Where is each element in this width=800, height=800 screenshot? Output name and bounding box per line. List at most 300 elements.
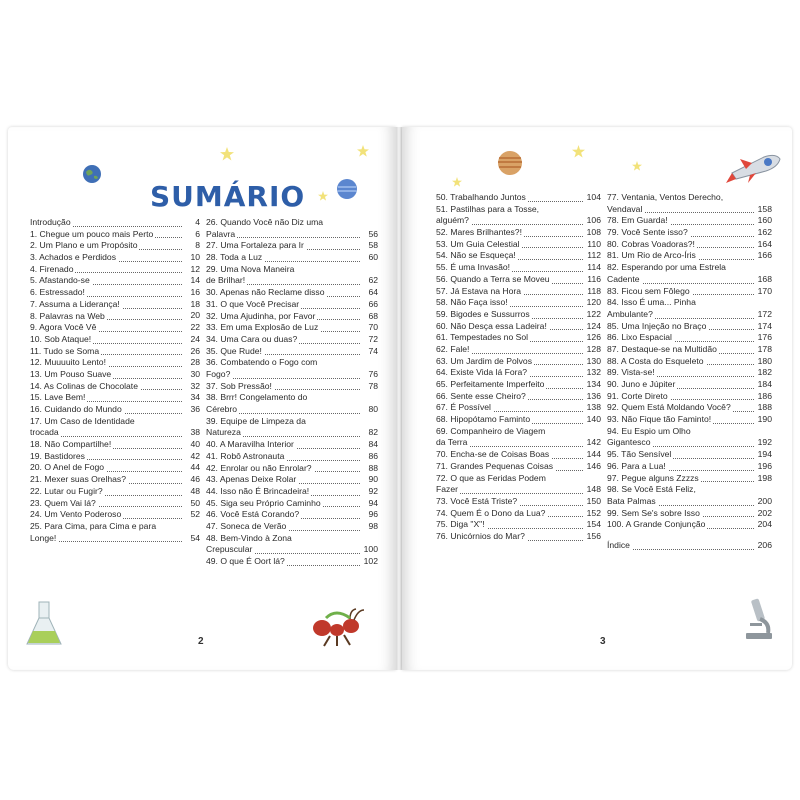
toc-entry	[436, 250, 601, 262]
toc-entry-title: 100. A Grande Conjunção	[607, 519, 706, 530]
toc-entry	[436, 262, 601, 274]
toc-page-number: 60	[368, 252, 378, 263]
toc-entry	[206, 392, 378, 415]
toc-entry-title: 1. Chegue um pouco mais Perto	[30, 228, 154, 239]
toc-page-number: 26	[190, 345, 200, 356]
toc-entry-title: 19. Bastidores	[30, 450, 85, 461]
toc-entry-title: 38. Brrr! Congelamento do	[206, 392, 308, 403]
toc-page-number: 78	[368, 380, 378, 391]
toc-page-number: 116	[587, 273, 601, 284]
toc-entry	[607, 391, 772, 403]
toc-entry-title: 4. Firenado	[30, 263, 74, 274]
toc-page-number: 192	[757, 437, 772, 448]
toc-entry-title: 69. Companheiro de Viagem	[436, 425, 546, 436]
toc-page-number: 18	[190, 298, 200, 309]
toc-page-number: 54	[190, 532, 200, 543]
toc-entry-title: 77. Ventania, Ventos Derecho,	[607, 192, 724, 202]
toc-page-number: 22	[190, 322, 200, 333]
toc-page-number: 76	[368, 368, 378, 379]
toc-entry-title: 36. Combatendo o Fogo com	[206, 357, 318, 368]
toc-page-number: 114	[587, 262, 601, 273]
toc-page-number: 148	[586, 484, 601, 495]
toc-entry-title: 3. Achados e Perdidos	[30, 252, 116, 263]
star-icon	[357, 145, 369, 157]
toc-entry-title: 26. Quando Você não Diz uma	[206, 217, 324, 227]
toc-entry	[206, 322, 378, 334]
toc-entry-title: 91. Corte Direto	[607, 390, 668, 401]
left-page	[8, 127, 396, 670]
toc-entry	[607, 379, 772, 391]
toc-page-number: 184	[757, 379, 772, 390]
toc-page-number: 92	[368, 485, 378, 496]
toc-entry-title: 34. Uma Cara ou duas?	[206, 333, 298, 344]
toc-entry-title-line2: Longe!	[30, 532, 57, 543]
toc-entry	[206, 334, 378, 346]
toc-entry-title: 96. Para a Lua!	[607, 460, 666, 471]
toc-entry	[436, 332, 601, 344]
star-icon	[220, 147, 234, 161]
toc-entry	[30, 252, 200, 264]
toc-entry-title: 87. Destaque-se na Multidão	[607, 343, 717, 354]
toc-entry	[30, 369, 200, 381]
toc-page-number: 200	[757, 495, 772, 506]
toc-entry-title: 74. Quem É o Dono da Lua?	[436, 507, 546, 518]
toc-page-number: 180	[757, 355, 772, 366]
toc-page-number: 120	[586, 297, 601, 308]
toc-page-number: 94	[368, 497, 378, 508]
toc-entry-title: Introdução	[30, 217, 71, 227]
toc-entry-title: 52. Mares Brilhantes?!	[436, 227, 522, 238]
toc-entry	[607, 508, 772, 520]
toc-entry	[436, 297, 601, 309]
toc-entry	[436, 508, 601, 520]
toc-entry-title: 15. Lave Bem!	[30, 392, 86, 403]
toc-entry-title: 24. Um Vento Poderoso	[30, 509, 122, 520]
toc-page-number: 198	[757, 472, 772, 483]
toc-column-4	[607, 192, 772, 552]
toc-entry-title: 12. Muuuuito Lento!	[30, 357, 106, 368]
toc-entry	[607, 332, 772, 344]
toc-entry-title-line2: Cadente	[607, 273, 640, 284]
toc-entry	[607, 540, 772, 552]
toc-entry-title: 58. Não Faça isso!	[436, 297, 508, 308]
toc-entry	[607, 473, 772, 485]
toc-entry	[30, 521, 200, 544]
toc-entry-title: 62. Fale!	[436, 343, 470, 354]
toc-page-number: 48	[190, 485, 200, 496]
toc-entry	[30, 322, 200, 334]
toc-entry	[436, 321, 601, 333]
toc-entry-title: 8. Palavras na Web	[30, 310, 105, 321]
toc-entry-title: 67. É Possível	[436, 402, 491, 413]
toc-entry	[607, 449, 772, 461]
toc-page-number: 126	[586, 332, 601, 343]
toc-entry	[206, 439, 378, 451]
toc-page-number: 194	[757, 449, 772, 460]
toc-entry-title: 16. Cuidando do Mundo	[30, 404, 122, 414]
toc-page-number: 158	[757, 203, 772, 214]
toc-entry-title: 21. Mexer suas Orelhas?	[30, 474, 127, 485]
toc-entry-title: 59. Bigodes e Sussurros	[436, 308, 530, 319]
toc-page-number: 86	[368, 450, 378, 461]
toc-entry-title: 73. Você Está Triste?	[436, 495, 518, 506]
toc-page-number: 30	[190, 368, 200, 379]
toc-entry-title: 78. Em Guarda!	[607, 215, 668, 226]
toc-entry-title-line2: Vendaval	[607, 203, 643, 214]
toc-entry-title-line2: Fazer	[436, 484, 458, 495]
toc-page-number: 46	[190, 474, 200, 485]
toc-entry	[436, 496, 601, 508]
toc-entry	[30, 392, 200, 404]
toc-page-number: 6	[195, 228, 200, 239]
toc-entry-title: 83. Ficou sem Fôlego	[607, 285, 690, 296]
toc-page-number: 160	[757, 215, 772, 226]
toc-page-number: 178	[757, 343, 772, 354]
toc-entry-title: 14. As Colinas de Chocolate	[30, 380, 138, 391]
toc-entry-title: 84. Isso É uma... Pinha	[607, 297, 696, 308]
toc-page-number: 174	[757, 320, 772, 331]
page-number: 2	[198, 636, 204, 647]
toc-entry-title: 90. Juno e Júpiter	[607, 379, 676, 390]
toc-entry	[30, 474, 200, 486]
toc-column-1	[30, 217, 200, 544]
toc-entry	[30, 439, 200, 451]
toc-entry-title: 88. A Costa do Esqueleto	[607, 355, 704, 366]
toc-page-number: 156	[586, 530, 601, 541]
toc-page-number: 188	[757, 402, 772, 413]
toc-entry-title: 86. Lixo Espacial	[607, 332, 672, 343]
toc-entry-title: 28. Toda a Luz	[206, 252, 263, 263]
toc-entry-title: 43. Apenas Deixe Rolar	[206, 474, 297, 485]
toc-entry	[30, 240, 200, 252]
toc-entry-title: 44. Isso não É Brincadeira!	[206, 485, 310, 496]
toc-entry-title: 39. Equipe de Limpeza da	[206, 415, 306, 426]
toc-entry-title-line2: Gigantesco	[607, 437, 651, 448]
toc-entry-title: 89. Vista-se!	[607, 367, 655, 378]
planet-icon	[335, 177, 359, 201]
toc-entry-title-line2: Crepuscular	[206, 544, 253, 555]
toc-entry-title: 22. Lutar ou Fugir?	[30, 485, 103, 496]
toc-page-number: 110	[587, 238, 601, 249]
toc-entry-title: 6. Estressado!	[30, 287, 85, 298]
toc-entry	[30, 229, 200, 241]
toc-page-number: 80	[368, 404, 378, 415]
toc-entry-title: 35. Que Rude!	[206, 345, 262, 356]
toc-entry	[607, 321, 772, 333]
toc-entry-title: 13. Um Pouso Suave	[30, 368, 112, 379]
toc-page-number: 136	[586, 390, 601, 401]
toc-entry-title: 29. Uma Nova Maneira	[206, 263, 295, 274]
toc-page-number: 74	[368, 345, 378, 356]
toc-entry	[206, 451, 378, 463]
toc-entry	[607, 356, 772, 368]
toc-entry-title: 54. Não se Esqueça!	[436, 250, 516, 261]
toc-entry-title: 93. Não Fique tão Faminto!	[607, 414, 712, 425]
toc-entry-title: 99. Sem Se's sobre Isso	[607, 507, 700, 518]
toc-page-number: 202	[757, 507, 772, 518]
toc-entry-title: 97. Pegue alguns Zzzzs	[607, 472, 699, 483]
toc-page-number: 32	[190, 380, 200, 391]
toc-page-number: 140	[586, 414, 601, 425]
toc-entry-title-line2: Fogo?	[206, 368, 231, 379]
toc-page-number: 36	[190, 403, 200, 414]
toc-entry-title: 7. Assuma a Liderança!	[30, 298, 120, 309]
right-page	[402, 127, 792, 670]
star-icon	[632, 161, 642, 171]
toc-entry-title: 55. É uma Invasão!	[436, 262, 511, 273]
toc-entry-title: 45. Siga seu Próprio Caminho	[206, 497, 321, 508]
toc-entry	[436, 356, 601, 368]
toc-entry	[206, 556, 378, 568]
toc-entry-title: 80. Cobras Voadoras?!	[607, 238, 695, 249]
toc-page-number: 68	[368, 310, 378, 321]
toc-page-number: 162	[757, 227, 772, 238]
toc-page-number: 56	[368, 228, 378, 239]
toc-entry	[206, 474, 378, 486]
toc-entry	[30, 509, 200, 521]
toc-page-number: 84	[368, 439, 378, 450]
toc-page-number: 122	[586, 308, 601, 319]
jupiter-icon	[496, 149, 524, 177]
toc-entry-title: 20. O Anel de Fogo	[30, 462, 105, 473]
toc-page-number: 154	[586, 519, 601, 530]
toc-page-number: 118	[587, 285, 601, 296]
toc-page-number: 44	[190, 462, 200, 473]
toc-entry	[607, 344, 772, 356]
toc-entry-title: 37. Sob Pressão!	[206, 380, 272, 391]
toc-page-number: 170	[757, 285, 772, 296]
toc-entry-title: 61. Tempestades no Sol	[436, 332, 529, 343]
toc-page-number: 142	[586, 437, 601, 448]
toc-entry	[436, 309, 601, 321]
toc-page-number: 108	[586, 227, 601, 238]
toc-entry	[436, 286, 601, 298]
toc-entry-title: 41. Robô Astronauta	[206, 450, 285, 461]
toc-page-number: 38	[190, 427, 200, 438]
toc-entry	[436, 449, 601, 461]
toc-entry-title: 81. Um Rio de Arco-Íris	[607, 250, 696, 261]
toc-page-number: 58	[368, 240, 378, 251]
toc-entry	[607, 484, 772, 507]
toc-entry-title: 25. Para Cima, para Cima e para	[30, 520, 157, 531]
toc-entry-title-line2: trocada	[30, 427, 59, 438]
toc-entry-title: 17. Um Caso de Identidade	[30, 415, 135, 426]
toc-page-number: 16	[190, 287, 200, 298]
toc-entry	[206, 299, 378, 311]
toc-entry	[30, 381, 200, 393]
toc-entry-title-line2: Palavra	[206, 228, 236, 239]
toc-entry	[436, 367, 601, 379]
toc-page-number: 132	[586, 367, 601, 378]
toc-entry-title: 50. Trabalhando Juntos	[436, 192, 526, 202]
ant-icon	[308, 608, 366, 648]
toc-page-number: 72	[368, 333, 378, 344]
toc-page-number: 66	[368, 298, 378, 309]
toc-entry-title: 64. Existe Vida lá Fora?	[436, 367, 528, 378]
toc-entry	[436, 414, 601, 426]
toc-entry-title: 85. Uma Injeção no Braço	[607, 320, 707, 331]
toc-entry	[607, 250, 772, 262]
toc-entry-title-line2: Bata Palmas	[607, 495, 656, 506]
book-spread	[8, 127, 792, 670]
toc-entry	[206, 463, 378, 475]
flask-icon	[24, 600, 64, 648]
toc-entry	[607, 461, 772, 473]
toc-entry-title: 65. Perfeitamente Imperfeito	[436, 379, 545, 390]
toc-entry	[436, 274, 601, 286]
toc-entry-title: 5. Afastando-se	[30, 275, 90, 286]
toc-entry	[30, 287, 200, 299]
toc-entry	[30, 486, 200, 498]
toc-page-number: 204	[757, 519, 772, 530]
toc-entry	[436, 227, 601, 239]
toc-entry-title: 75. Diga "X"!	[436, 519, 485, 530]
toc-entry	[607, 192, 772, 215]
toc-entry	[436, 239, 601, 251]
toc-page-number: 138	[586, 402, 601, 413]
toc-entry	[607, 215, 772, 227]
toc-entry-title: 76. Unicórnios do Mar?	[436, 530, 525, 541]
toc-entry-title: 63. Um Jardim de Polvos	[436, 355, 532, 366]
toc-entry-title: 71. Grandes Pequenas Coisas	[436, 460, 554, 471]
toc-page-number: 88	[368, 462, 378, 473]
toc-entry	[206, 521, 378, 533]
toc-entry	[30, 217, 200, 229]
toc-entry	[607, 227, 772, 239]
toc-page-number: 106	[586, 215, 601, 226]
toc-entry	[30, 311, 200, 323]
toc-entry	[206, 240, 378, 252]
toc-entry	[607, 367, 772, 379]
toc-entry	[436, 426, 601, 449]
toc-entry	[30, 346, 200, 358]
toc-entry	[436, 519, 601, 531]
toc-entry	[436, 531, 601, 543]
toc-page-number: 176	[757, 332, 772, 343]
toc-entry	[607, 414, 772, 426]
toc-page-number: 100	[363, 544, 378, 555]
toc-entry	[436, 379, 601, 391]
toc-entry	[436, 204, 601, 227]
toc-page-number: 82	[368, 427, 378, 438]
toc-entry-title: 68. Hipopótamo Faminto	[436, 414, 531, 425]
toc-entry-title-line2: de Brilhar!	[206, 275, 246, 286]
toc-entry	[607, 297, 772, 320]
toc-page-number: 134	[586, 379, 601, 389]
toc-page-number: 206	[757, 540, 772, 550]
toc-entry	[206, 252, 378, 264]
toc-page-number: 146	[586, 460, 601, 471]
star-icon	[452, 177, 462, 187]
toc-page-number: 186	[757, 390, 772, 401]
toc-entry-title: 56. Quando a Terra se Moveu	[436, 273, 550, 284]
toc-page-number: 96	[368, 509, 378, 520]
toc-page-number: 144	[586, 449, 601, 460]
toc-entry-title: 82. Esperando por uma Estrela	[607, 262, 726, 273]
toc-page-number: 24	[190, 333, 200, 344]
toc-page-number: 182	[757, 367, 772, 378]
toc-entry-title: 79. Você Sente isso?	[607, 227, 688, 238]
toc-entry	[607, 519, 772, 531]
toc-entry	[436, 344, 601, 356]
toc-entry	[30, 334, 200, 346]
star-icon	[572, 145, 585, 158]
toc-entry	[30, 451, 200, 463]
toc-entry-title: 31. O que Você Precisar	[206, 298, 300, 309]
toc-entry	[607, 262, 772, 285]
toc-entry-title: 32. Uma Ajudinha, por Favor	[206, 310, 316, 321]
toc-page-number: 28	[190, 357, 200, 368]
toc-entry-title: 53. Um Guia Celestial	[436, 238, 520, 249]
toc-page-number: 70	[368, 322, 378, 333]
toc-entry-title: 48. Bem-Vindo à Zona	[206, 532, 292, 543]
earth-icon	[81, 163, 103, 185]
toc-page-number: 128	[586, 343, 601, 354]
toc-entry-title: 66. Sente esse Cheiro?	[436, 390, 526, 401]
toc-page-number: 190	[757, 414, 772, 425]
microscope-icon	[740, 597, 776, 641]
toc-page-number: 34	[190, 392, 200, 403]
toc-page-number: 8	[195, 240, 200, 251]
toc-column-2	[206, 217, 378, 568]
toc-page-number: 104	[586, 191, 601, 202]
toc-entry-title: 98. Se Você Está Feliz,	[607, 484, 696, 495]
toc-entry	[206, 287, 378, 299]
toc-entry	[607, 239, 772, 251]
toc-page-number: 112	[587, 250, 601, 261]
toc-page-number: 124	[586, 320, 601, 331]
toc-column-3	[436, 192, 601, 543]
toc-entry	[206, 533, 378, 556]
toc-page-number: 164	[757, 238, 772, 249]
toc-page-number: 20	[190, 310, 200, 321]
toc-entry-title-line2: alguém?	[436, 215, 469, 226]
toc-entry-title-line2: da Terra	[436, 437, 468, 448]
toc-page-number: 52	[190, 509, 200, 520]
toc-entry-title: 27. Uma Fortaleza para Ir	[206, 240, 304, 251]
toc-entry	[206, 346, 378, 358]
toc-page-number: 152	[586, 507, 601, 518]
toc-entry	[206, 381, 378, 393]
toc-entry	[30, 404, 200, 416]
toc-entry-title-line2: Ambulante?	[607, 308, 653, 319]
toc-entry	[206, 416, 378, 439]
toc-entry	[607, 402, 772, 414]
toc-page-number: 4	[195, 216, 200, 227]
toc-entry-title: 51. Pastilhas para a Tosse,	[436, 203, 540, 214]
toc-entry	[30, 416, 200, 439]
toc-entry	[30, 357, 200, 369]
page-title: SUMÁRIO	[150, 180, 306, 213]
toc-entry-title: 30. Apenas não Reclame disso	[206, 287, 325, 298]
toc-entry	[436, 461, 601, 473]
toc-entry-title: 49. O que É Oort lá?	[206, 556, 285, 567]
toc-entry	[30, 275, 200, 287]
toc-page-number: 130	[586, 355, 601, 366]
toc-entry-title-line2: Cérebro	[206, 404, 238, 415]
toc-page-number: 150	[586, 495, 601, 506]
toc-entry-title: 95. Tão Sensível	[607, 449, 672, 460]
toc-page-number: 64	[368, 287, 378, 298]
page-number: 3	[600, 636, 606, 647]
toc-entry-title: 46. Você Está Corando?	[206, 509, 300, 520]
toc-entry-title: 2. Um Plano e um Propósito	[30, 240, 138, 251]
toc-entry	[30, 462, 200, 474]
toc-page-number: 166	[757, 250, 772, 261]
toc-entry-title: 94. Eu Espio um Olho	[607, 425, 691, 436]
toc-page-number: 98	[368, 520, 378, 531]
toc-entry-title: 42. Enrolar ou não Enrolar?	[206, 462, 312, 473]
